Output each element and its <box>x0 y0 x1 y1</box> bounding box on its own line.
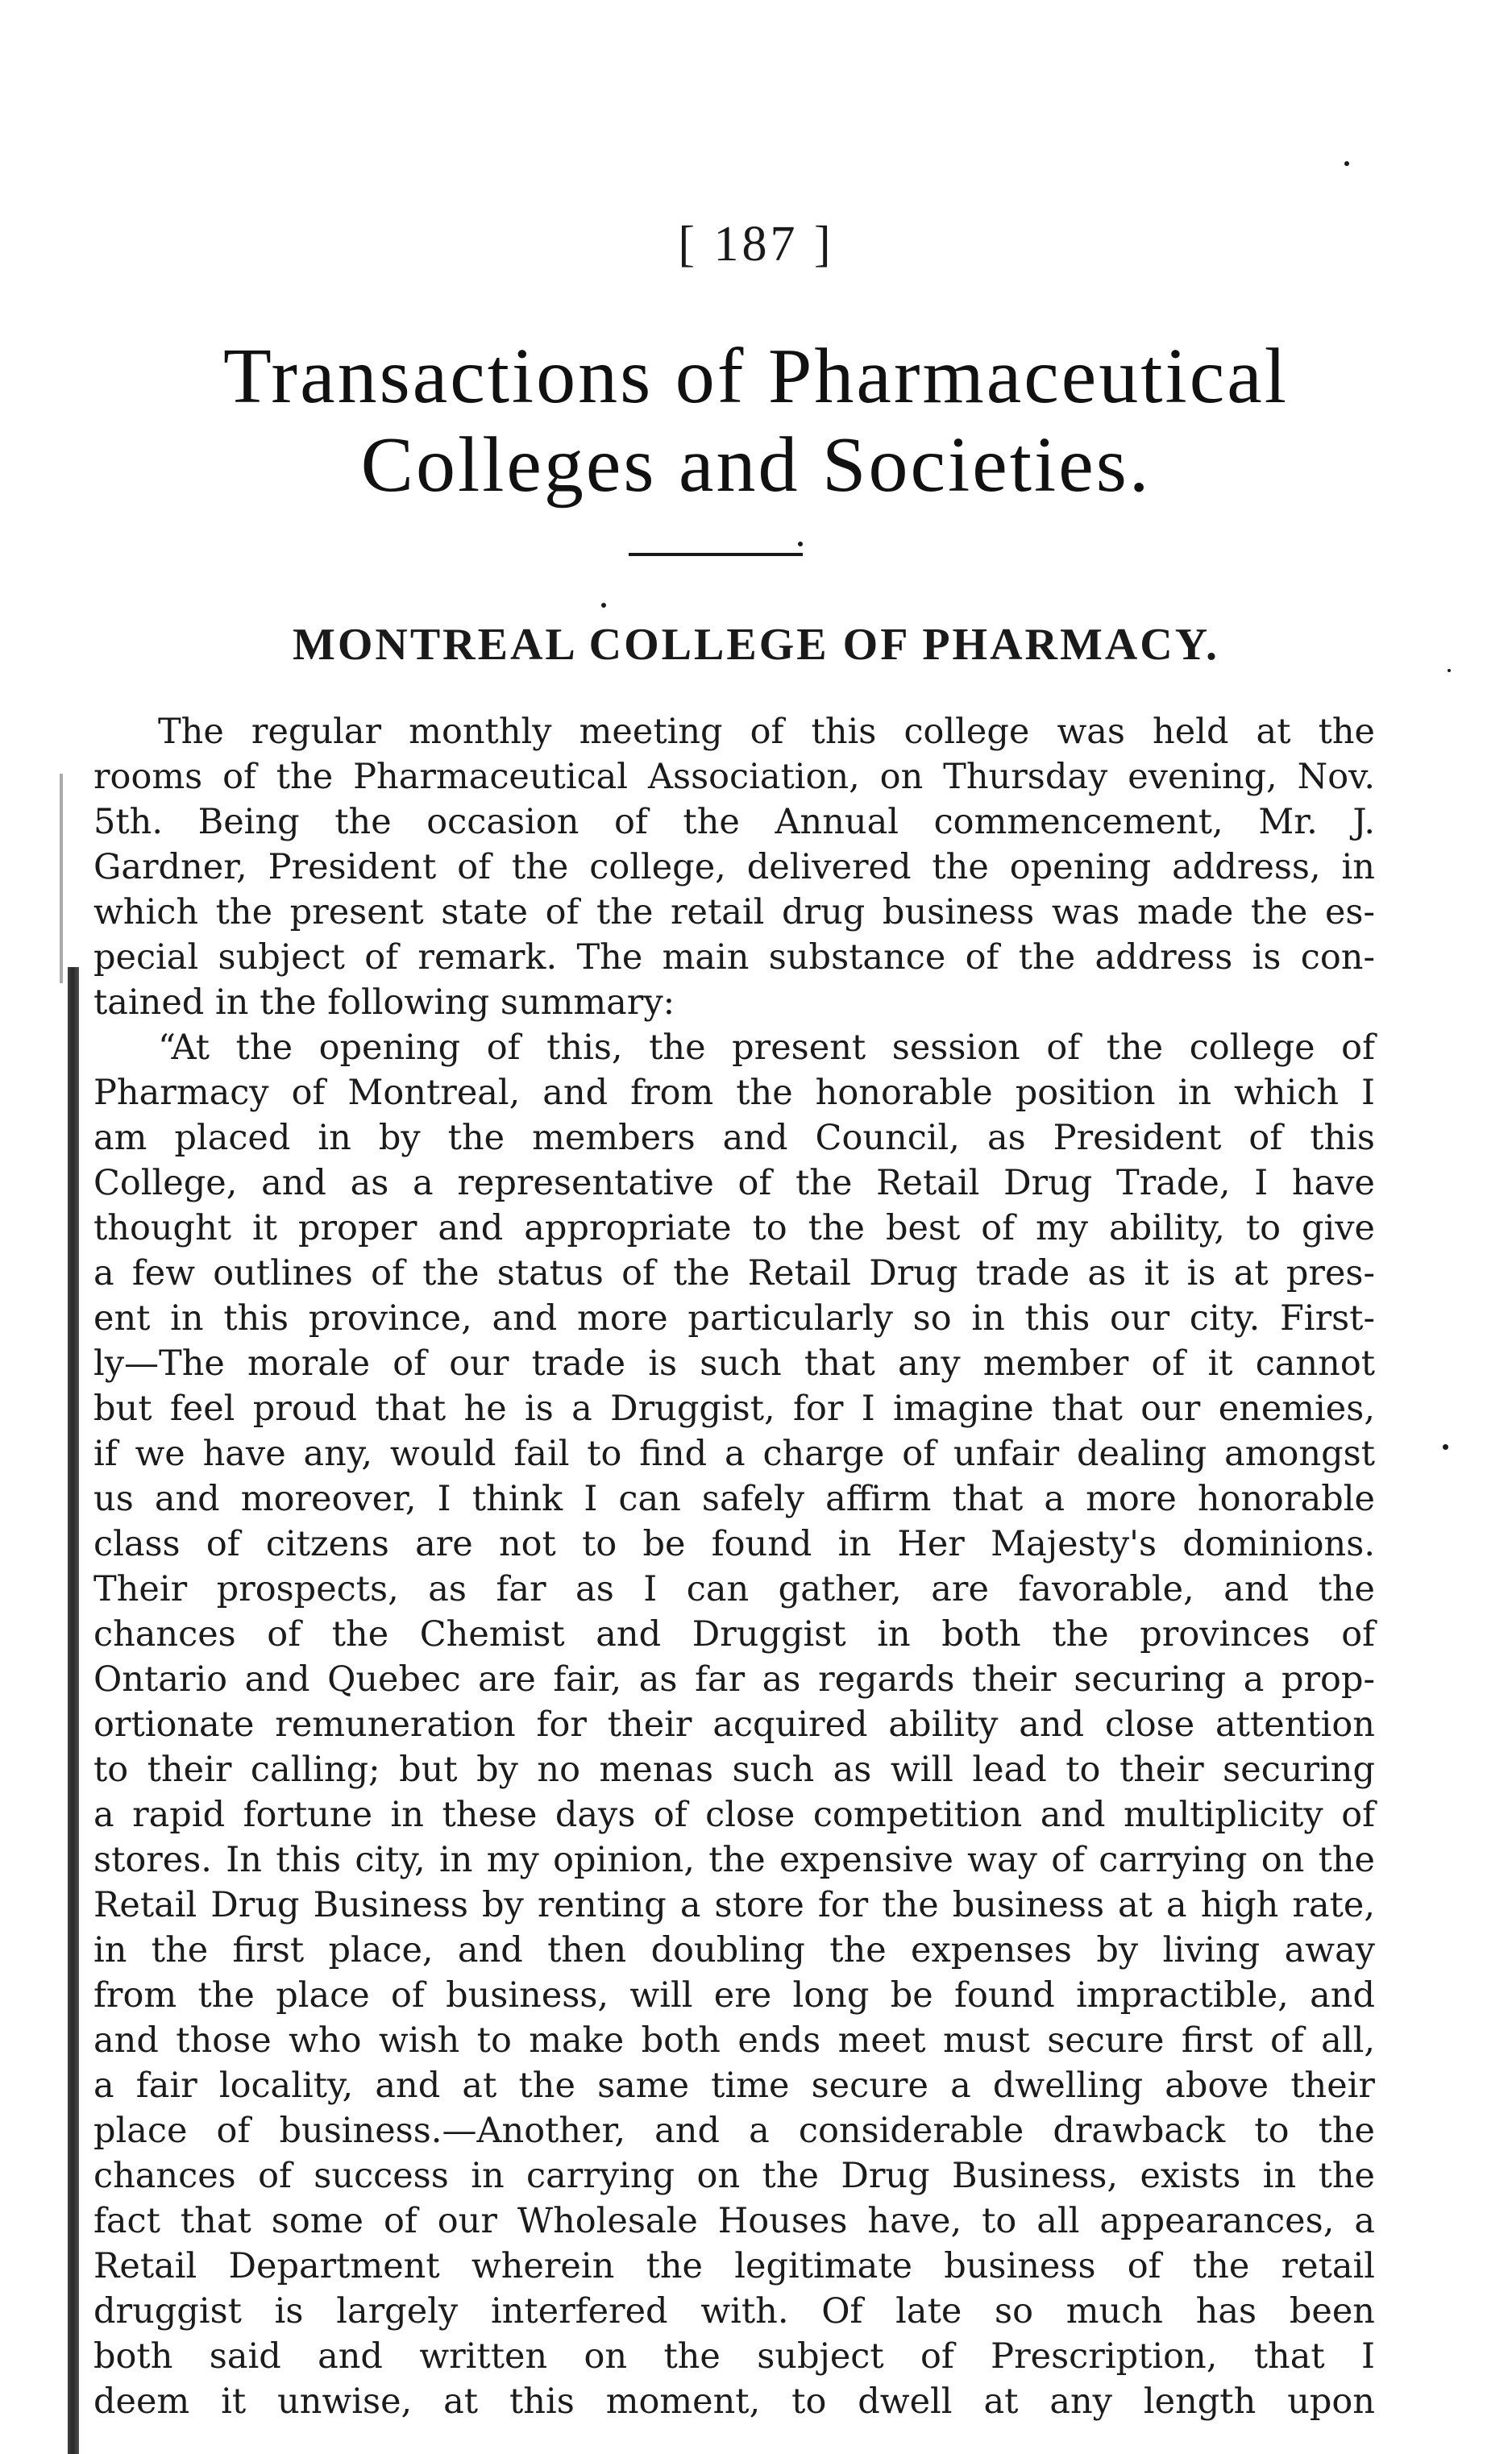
ink-speck <box>1443 1444 1448 1450</box>
body-line: rooms of the Pharmaceutical Association, on Thursday evening, Nov. <box>93 757 1375 797</box>
body-line: but feel proud that he is a Druggist, for I imagine that our enemies, <box>93 1389 1375 1429</box>
binding-shadow <box>68 967 79 2454</box>
body-line: a fair locality, and at the same time secure a dwelling above their <box>93 2066 1375 2106</box>
body-line: College, and as a representative of the Retail Drug Trade, I have <box>93 1163 1375 1203</box>
body-line: fact that some of our Wholesale Houses have, to all appearances, a <box>93 2201 1375 2241</box>
body-line: The regular monthly meeting of this college was held at the <box>158 712 1375 752</box>
body-line: a rapid fortune in these days of close competition and multiplicity of <box>93 1795 1375 1835</box>
body-line: Ontario and Quebec are fair, as far as regards their securing a prop- <box>93 1659 1375 1700</box>
body-line: ent in this province, and more particularly so in this our city. First- <box>93 1298 1375 1339</box>
body-line: us and moreover, I think I can safely affirm that a more honorable <box>93 1479 1375 1519</box>
body-line: tained in the following summary: <box>93 982 675 1023</box>
body-line: chances of the Chemist and Druggist in both the provinces of <box>93 1614 1375 1655</box>
body-line: deem it unwise, at this moment, to dwell at any length upon <box>93 2381 1375 2422</box>
body-line: am placed in by the members and Council, as President of this <box>93 1118 1375 1158</box>
body-line: ortionate remuneration for their acquired ability and close attention <box>93 1705 1375 1745</box>
body-line: both said and written on the subject of Prescription, that I <box>93 2336 1375 2377</box>
page-title-line-1: Transactions of Pharmaceutical <box>223 333 1289 420</box>
body-line: a few outlines of the status of the Retail Drug trade as it is at pres- <box>93 1253 1375 1293</box>
body-line: stores. In this city, in my opinion, the expensive way of carrying on the <box>93 1840 1375 1880</box>
body-line: which the present state of the retail drug business was made the es- <box>93 892 1375 932</box>
body-line: in the first place, and then doubling the expenses by living away <box>93 1930 1375 1970</box>
body-line: and those who wish to make both ends meet must secure first of all, <box>93 2020 1375 2061</box>
body-line: “At the opening of this, the present session of the college of <box>158 1028 1375 1068</box>
binding-shadow-faint <box>60 774 63 983</box>
section-heading: MONTREAL COLLEGE OF PHARMACY. <box>292 620 1220 670</box>
heading-dot <box>601 603 606 608</box>
page-number: [ 187 ] <box>678 217 834 272</box>
body-line: place of business.—Another, and a considerable drawback to the <box>93 2111 1375 2151</box>
body-line: thought it proper and appropriate to the best of my ability, to give <box>93 1208 1375 1248</box>
body-text <box>93 709 1375 2424</box>
ink-speck <box>1344 161 1349 166</box>
body-line: chances of success in carrying on the Drug Business, exists in the <box>93 2156 1375 2196</box>
page-title-line-2: Colleges and Societies. <box>360 421 1152 509</box>
body-line: to their calling; but by no menas such as will lead to their securing <box>93 1750 1375 1790</box>
body-line: Pharmacy of Montreal, and from the honorable position in which I <box>93 1073 1375 1113</box>
title-divider <box>629 553 803 556</box>
body-line: Their prospects, as far as I can gather, are favorable, and the <box>93 1569 1375 1609</box>
body-line: if we have any, would fail to find a charge of unfair dealing amongst <box>93 1434 1375 1474</box>
body-line: druggist is largely interfered with. Of late so much has been <box>93 2291 1375 2332</box>
body-line: 5th. Being the occasion of the Annual commencement, Mr. J. <box>93 802 1375 842</box>
divider-dot <box>798 542 803 546</box>
body-line: pecial subject of remark. The main substance of the address is con- <box>93 937 1375 978</box>
body-line: Retail Drug Business by renting a store for the business at a high rate, <box>93 1885 1375 1925</box>
body-line: class of citzens are not to be found in Her Majesty's dominions. <box>93 1524 1375 1564</box>
body-line: Gardner, President of the college, delivered the opening address, in <box>93 847 1375 887</box>
body-line: from the place of business, will ere long be found impractible, and <box>93 1975 1375 2016</box>
body-line: Retail Department wherein the legitimate business of the retail <box>93 2246 1375 2286</box>
body-line: ly—The morale of our trade is such that any member of it cannot <box>93 1343 1375 1384</box>
